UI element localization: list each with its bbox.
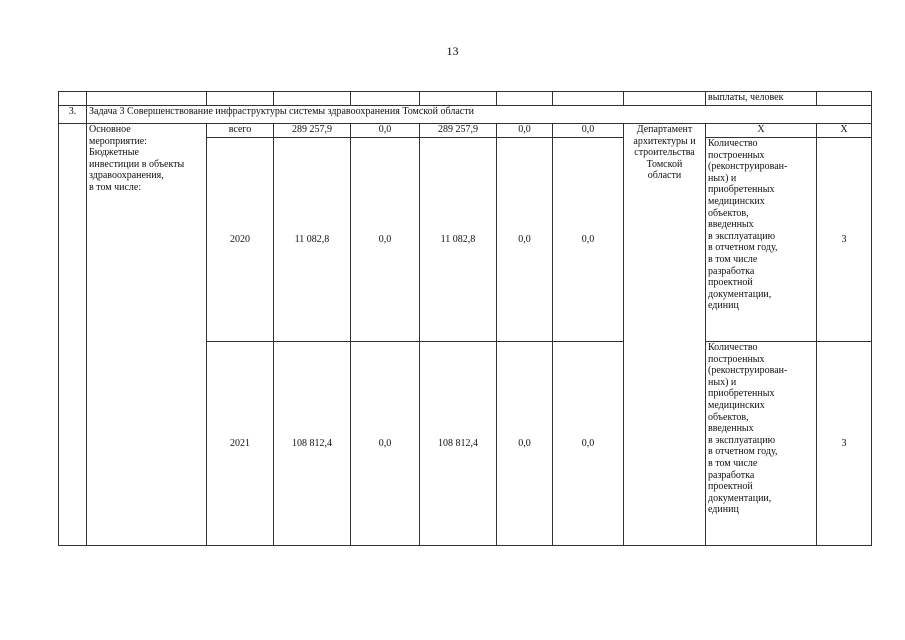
task-number: 3.	[59, 106, 87, 124]
program-table	[58, 91, 872, 546]
year-regional: 108 812,4	[420, 342, 497, 546]
carry-over-row	[59, 92, 872, 106]
total-amount: 289 257,9	[274, 124, 351, 138]
total-indicator: X	[706, 124, 817, 138]
year-period: 2020	[207, 138, 274, 342]
year-total: 108 812,4	[274, 342, 351, 546]
activity-name: Основное мероприятие: Бюджетные инвестиции в объекты здравоохранения, в том числе:	[87, 124, 207, 546]
year-federal: 0,0	[351, 342, 420, 546]
year-other: 0,0	[553, 342, 624, 546]
task-title: Задача 3 Совершенствование инфраструктуры системы здравоохранения Томской области	[87, 106, 872, 124]
year-other: 0,0	[553, 138, 624, 342]
year-regional: 11 082,8	[420, 138, 497, 342]
total-other: 0,0	[553, 124, 624, 138]
total-period: всего	[207, 124, 274, 138]
carry-indicator: выплаты, человек	[706, 92, 817, 106]
year-indicator: Количество построенных (реконструирован- ных) и приобретенных медицинских объектов, введенных в эксплуатацию в отчетном году, в том числе разработка проектной документации, единиц	[706, 138, 817, 342]
total-row	[59, 124, 872, 138]
page-number: 13	[446, 44, 459, 58]
total-federal: 0,0	[351, 124, 420, 138]
year-value: 3	[817, 342, 872, 546]
task-row	[59, 106, 872, 124]
year-local: 0,0	[497, 342, 553, 546]
year-value: 3	[817, 138, 872, 342]
year-indicator: Количество построенных (реконструирован- ных) и приобретенных медицинских объектов, введенных в эксплуатацию в отчетном году, в том числе разработка проектной документации, единиц	[706, 342, 817, 546]
year-federal: 0,0	[351, 138, 420, 342]
total-local: 0,0	[497, 124, 553, 138]
year-period: 2021	[207, 342, 274, 546]
year-local: 0,0	[497, 138, 553, 342]
year-total: 11 082,8	[274, 138, 351, 342]
total-regional: 289 257,9	[420, 124, 497, 138]
total-value: X	[817, 124, 872, 138]
executor: Департамент архитектуры и строительства Томской области	[624, 124, 706, 546]
